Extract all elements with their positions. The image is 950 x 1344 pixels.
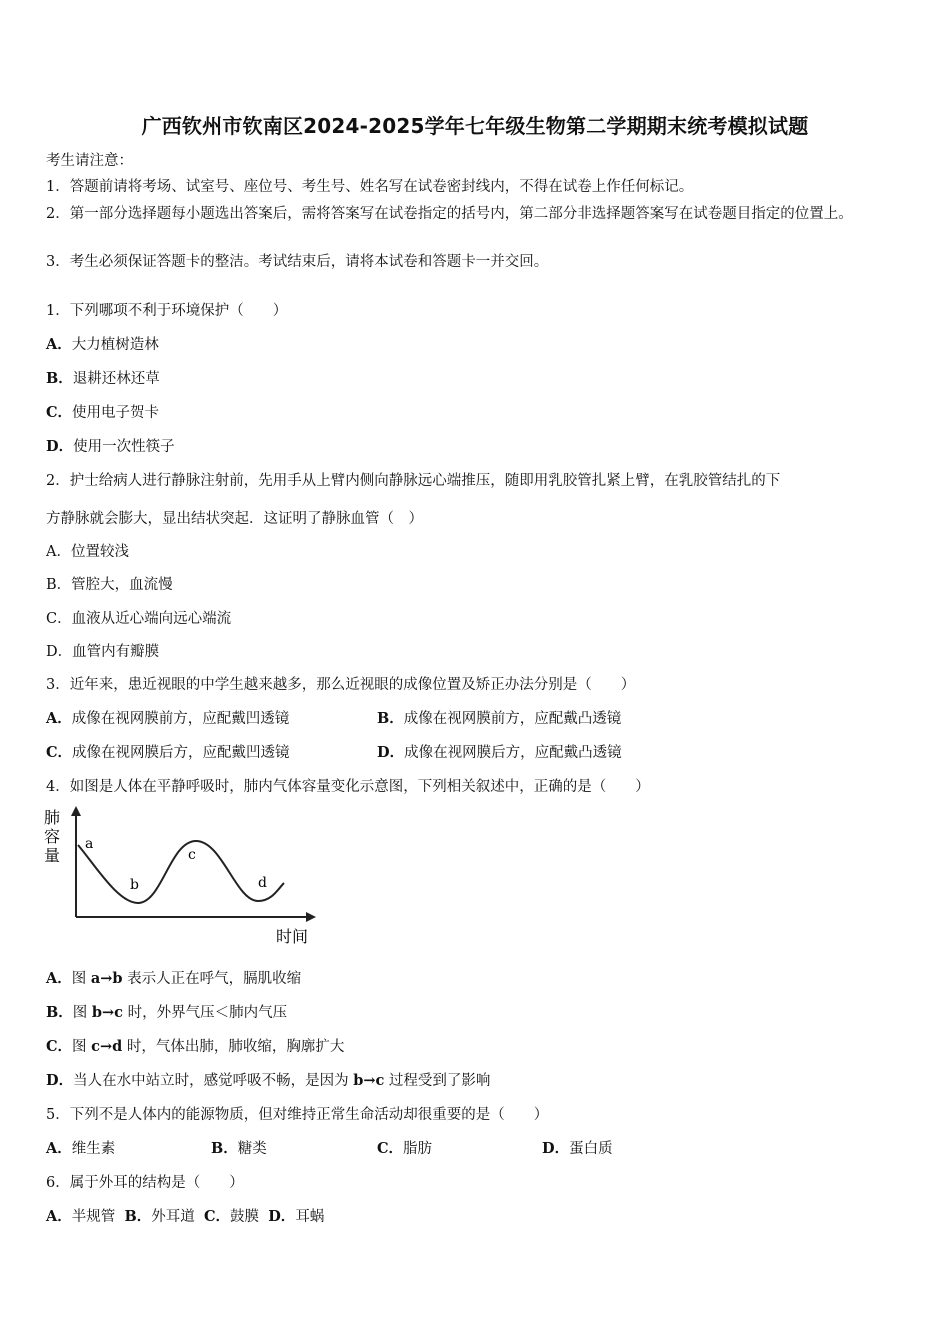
q3-stem: 3．近年来，患近视眼的中学生越来越多，那么近视眼的成像位置及矫正办法分别是（ ） — [46, 677, 636, 693]
q5-stem: 5．下列不是人体内的能源物质，但对维持正常生命活动却很重要的是（ ） — [46, 1107, 549, 1123]
q3-option-d — [377, 743, 622, 763]
q5-option-b — [211, 1139, 267, 1159]
option-label: D． — [377, 744, 405, 761]
q2-stem-line1: 2．护士给病人进行静脉注射前，先用手从上臂内侧向静脉远心端推压，随即用乳胶管扎紧上臂，在乳胶管结扎的下 — [46, 473, 781, 489]
option-text-post: 过程受到了影响 — [384, 1073, 491, 1089]
option-text: 耳蜗 — [295, 1209, 325, 1225]
q6-options — [46, 1207, 324, 1227]
option-label: C． — [203, 1208, 231, 1225]
q1-option-c — [46, 403, 159, 423]
option-label: D． — [46, 1072, 74, 1089]
option-segment: b→c — [353, 1072, 385, 1089]
point-label-c: c — [188, 847, 196, 863]
option-text-post: 时，外界气压＜肺内气压 — [123, 1005, 288, 1021]
option-text: 使用电子贺卡 — [72, 405, 160, 421]
option-label: B． — [46, 1004, 73, 1021]
q1-option-b — [46, 369, 160, 389]
x-axis-arrow — [306, 912, 316, 922]
point-label-a: a — [85, 836, 94, 852]
option-text-post: 时，气体出肺，肺收缩，胸廓扩大 — [122, 1039, 345, 1055]
option-label: B． — [211, 1140, 238, 1157]
notice-item-3: 3．考生必须保证答题卡的整洁。考试结束后，请将本试卷和答题卡一并交回。 — [46, 254, 549, 270]
option-label: D． — [542, 1140, 570, 1157]
option-text: 成像在视网膜前方，应配戴凹透镜 — [71, 711, 290, 727]
option-text: 糖类 — [237, 1141, 267, 1157]
option-label: D． — [46, 438, 74, 455]
option-text: 鼓膜 — [230, 1209, 260, 1225]
q3-option-a — [46, 709, 289, 729]
q1-option-d — [46, 437, 175, 457]
option-label: C． — [46, 1038, 73, 1055]
y-axis-label-char-2: 容 — [44, 827, 61, 846]
notice-heading: 考生请注意： — [46, 153, 133, 169]
notice-item-1: 1．答题前请将考场、试室号、座位号、考生号、姓名写在试卷密封线内，不得在试卷上作任何标记。 — [46, 179, 694, 195]
lung-volume-curve — [78, 841, 284, 903]
page-title: 广西钦州市钦南区2024-2025学年七年级生物第二学期期末统考模拟试题 — [141, 114, 809, 138]
q3-option-b — [377, 709, 621, 729]
option-text: 维生素 — [71, 1141, 116, 1157]
option-text: 半规管 — [71, 1209, 116, 1225]
option-text-pre: 图 — [71, 971, 91, 987]
option-text: 成像在视网膜后方，应配戴凹透镜 — [72, 745, 290, 761]
q1-option-a — [46, 335, 159, 355]
q4-option-d — [46, 1071, 490, 1091]
q3-option-c — [46, 743, 290, 763]
option-label: C． — [377, 1140, 404, 1157]
q5-option-d — [542, 1139, 613, 1159]
option-text: 脂肪 — [403, 1141, 433, 1157]
option-text: 成像在视网膜前方，应配戴凸透镜 — [403, 711, 622, 727]
option-text: 成像在视网膜后方，应配戴凸透镜 — [404, 745, 622, 761]
y-axis-arrow — [71, 806, 81, 816]
option-text: 大力植树造林 — [71, 337, 159, 353]
option-label: A． — [46, 970, 72, 987]
q4-option-a — [46, 969, 301, 989]
option-text: 外耳道 — [151, 1209, 195, 1225]
option-label: D． — [268, 1208, 296, 1225]
option-label: A． — [46, 1140, 72, 1157]
option-text: 使用一次性筷子 — [73, 439, 175, 455]
option-text: 蛋白质 — [569, 1141, 613, 1157]
option-text-pre: 当人在水中站立时，感觉呼吸不畅，是因为 — [73, 1073, 354, 1089]
q5-option-a — [46, 1139, 115, 1159]
option-label: C． — [46, 404, 73, 421]
notice-item-2: 2．第一部分选择题每小题选出答案后，需将答案写在试卷指定的括号内，第二部分非选择题答案写在试卷题目指定的位置上。 — [46, 206, 853, 222]
q2-option-b: B．管腔大，血流慢 — [46, 577, 173, 593]
option-label: C． — [46, 744, 73, 761]
q2-option-a: A．位置较浅 — [46, 544, 129, 560]
q6-stem: 6．属于外耳的结构是（ ） — [46, 1175, 244, 1191]
q4-stem: 4．如图是人体在平静呼吸时，肺内气体容量变化示意图，下列相关叙述中，正确的是（ ） — [46, 779, 650, 795]
option-text: 退耕还林还草 — [72, 371, 160, 387]
q4-option-b — [46, 1003, 287, 1023]
option-label: A． — [46, 336, 72, 353]
q5-option-c — [377, 1139, 432, 1159]
y-axis-label-char-1: 肺 — [44, 808, 61, 827]
q2-stem-line2: 方静脉就会膨大，显出结状突起．这证明了静脉血管（ ） — [46, 511, 423, 527]
q2-option-c: C．血液从近心端向远心端流 — [46, 611, 232, 627]
point-label-d: d — [258, 875, 267, 891]
point-label-b: b — [130, 877, 139, 893]
q2-option-d: D．血管内有瓣膜 — [46, 644, 160, 660]
option-segment: b→c — [91, 1004, 123, 1021]
q1-stem: 1．下列哪项不利于环境保护（ ） — [46, 303, 288, 319]
y-axis-label-char-3: 量 — [44, 846, 61, 865]
option-label: A． — [46, 1208, 72, 1225]
option-label: B． — [124, 1208, 152, 1225]
q4-option-c — [46, 1037, 344, 1057]
option-label: A． — [46, 710, 72, 727]
option-label: B． — [377, 710, 404, 727]
option-text-post: 表示人正在呼气，膈肌收缩 — [122, 971, 302, 987]
option-segment: a→b — [90, 970, 123, 987]
option-label: B． — [46, 370, 73, 387]
x-axis-label: 时间 — [276, 927, 309, 946]
option-segment: c→d — [91, 1038, 123, 1055]
option-text-pre: 图 — [72, 1005, 92, 1021]
lung-volume-figure — [40, 803, 330, 948]
option-text-pre: 图 — [72, 1039, 92, 1055]
